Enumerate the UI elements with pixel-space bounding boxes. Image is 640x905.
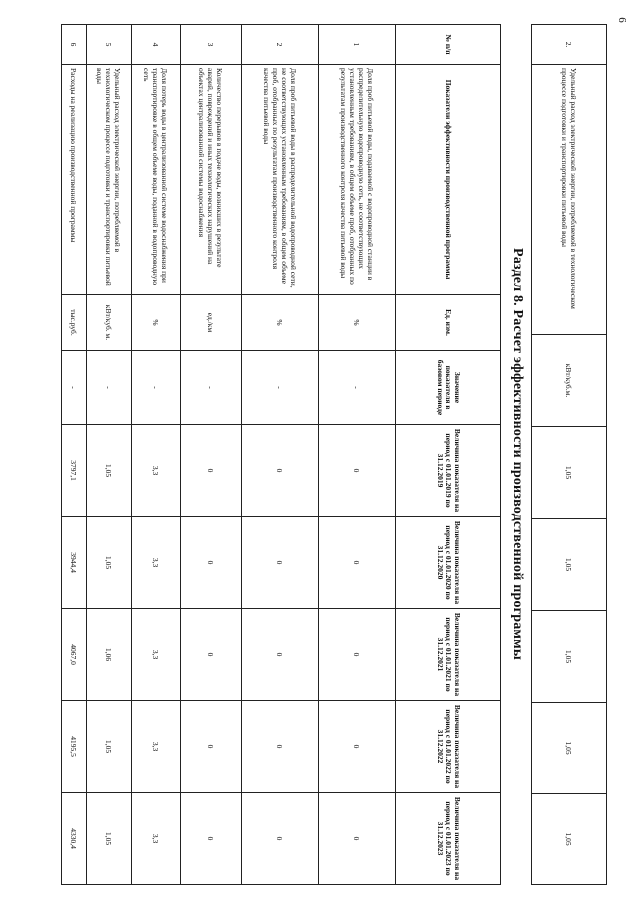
value-cell: 1,05 (532, 611, 607, 703)
indicator-name: Доля потерь воды в централизованной системе водоснабжения при транспортировке в общем объеме воды, поданной в водопроводную сеть (132, 65, 181, 295)
row-number: 6 (62, 25, 87, 65)
indicator-name: Удельный расход электрической энергии, потребляемой в технологическом процессе подготовки и транспортировки питьевой воды (532, 65, 607, 335)
value-cell: 0 (181, 609, 242, 701)
table-row (532, 25, 607, 885)
header-unit: Ед. изм. (396, 295, 501, 351)
value-cell: 1,05 (532, 703, 607, 794)
header-2022: Величина показателя на период с 01.01.2022 по 31.12.2022 (396, 701, 501, 793)
base-value: - (242, 351, 319, 425)
row-number: 2. (532, 25, 607, 65)
value-cell: 1,05 (87, 517, 132, 609)
table-row (181, 25, 242, 885)
unit: тыс.руб. (62, 295, 87, 351)
base-value: - (181, 351, 242, 425)
value-cell: 0 (242, 425, 319, 517)
value-cell: 3,3 (132, 793, 181, 885)
value-cell: 3,3 (132, 609, 181, 701)
value-cell: 0 (319, 609, 396, 701)
row-number: 1 (319, 25, 396, 65)
row-number: 4 (132, 25, 181, 65)
value-cell: 1,05 (532, 794, 607, 885)
value-cell: 1,05 (532, 427, 607, 519)
section-title: Раздел 8. Расчет эффективности производственной программы (510, 247, 525, 661)
header-2020: Величина показателя на период с 01.01.2020 по 31.12.2020 (396, 517, 501, 609)
table-row (62, 25, 87, 885)
table-row (242, 25, 319, 885)
value-cell: 0 (319, 517, 396, 609)
unit: % (242, 295, 319, 351)
header-indicator: Показатели эффективности производственной программы (396, 65, 501, 295)
value-cell: 1,05 (532, 519, 607, 611)
header-row (396, 25, 501, 885)
table-row (319, 25, 396, 885)
value-cell: 3,3 (132, 517, 181, 609)
header-base: Значение показателя в базовом периоде (396, 351, 501, 425)
value-cell: 3,3 (132, 425, 181, 517)
value-cell: 1,06 (87, 609, 132, 701)
table-row (87, 25, 132, 885)
value-cell: 3944,4 (62, 517, 87, 609)
value-cell: 0 (319, 793, 396, 885)
indicator-name: Расходы на реализацию производственной программы (62, 65, 87, 295)
indicator-name: Количество перерывов в подаче воды, возникших в результате аварий, повреждений и иных технологических нарушений на объектах централизованной системы водоснабжения (181, 65, 242, 295)
value-cell: 1,05 (87, 425, 132, 517)
base-value: - (132, 351, 181, 425)
efficiency-table (61, 24, 501, 885)
indicator-name: Доля проб питьевой воды, подаваемой с водопроводной станции в распределительную водопроводную сеть, не соответствующих установленным требованиям, в общем объеме проб, отобранных по результатам производственного контроля качества питьевой воды (319, 65, 396, 295)
header-2023: Величина показателя на период с 01.01.2023 по 31.12.2023 (396, 793, 501, 885)
indicator-name: Доля проб питьевой воды в распределительной водопроводной сети, не соответствующих установленным требованиям, в общем объеме проб, отобранных по результатам производственного контроля качества питьевой воды (242, 65, 319, 295)
unit: % (132, 295, 181, 351)
value-cell: 3797,1 (62, 425, 87, 517)
value-cell: 0 (242, 701, 319, 793)
unit: % (319, 295, 396, 351)
unit: ед./км (181, 295, 242, 351)
base-value: - (319, 351, 396, 425)
value-cell: 0 (319, 425, 396, 517)
value-cell: 4067,0 (62, 609, 87, 701)
header-num: № п/п (396, 25, 501, 65)
header-2021: Величина показателя на период с 01.01.2021 по 31.12.2021 (396, 609, 501, 701)
page-number: 6 (616, 17, 628, 23)
value-cell: 4330,4 (62, 793, 87, 885)
value-cell: 1,05 (87, 701, 132, 793)
indicator-name: Удельный расход электрической энергии, потребляемой в технологическом процессе подготовки и транспортировки питьевой воды (87, 65, 132, 295)
value-cell: 0 (181, 793, 242, 885)
value-cell: 3,3 (132, 701, 181, 793)
previous-table-continuation (531, 24, 607, 885)
header-2019: Величина показателя на период с 01.01.2019 по 31.12.2019 (396, 425, 501, 517)
value-cell: 0 (242, 517, 319, 609)
base-value: - (87, 351, 132, 425)
table-row (132, 25, 181, 885)
value-cell: 0 (242, 609, 319, 701)
unit: кВт/куб.м. (532, 335, 607, 427)
value-cell: 0 (319, 701, 396, 793)
base-value: - (62, 351, 87, 425)
row-number: 2 (242, 25, 319, 65)
value-cell: 0 (181, 517, 242, 609)
row-number: 5 (87, 25, 132, 65)
value-cell: 0 (181, 701, 242, 793)
rotated-page-content (47, 24, 607, 884)
unit: кВт/куб. м. (87, 295, 132, 351)
value-cell: 0 (181, 425, 242, 517)
value-cell: 1,05 (87, 793, 132, 885)
value-cell: 0 (242, 793, 319, 885)
row-number: 3 (181, 25, 242, 65)
value-cell: 4195,5 (62, 701, 87, 793)
